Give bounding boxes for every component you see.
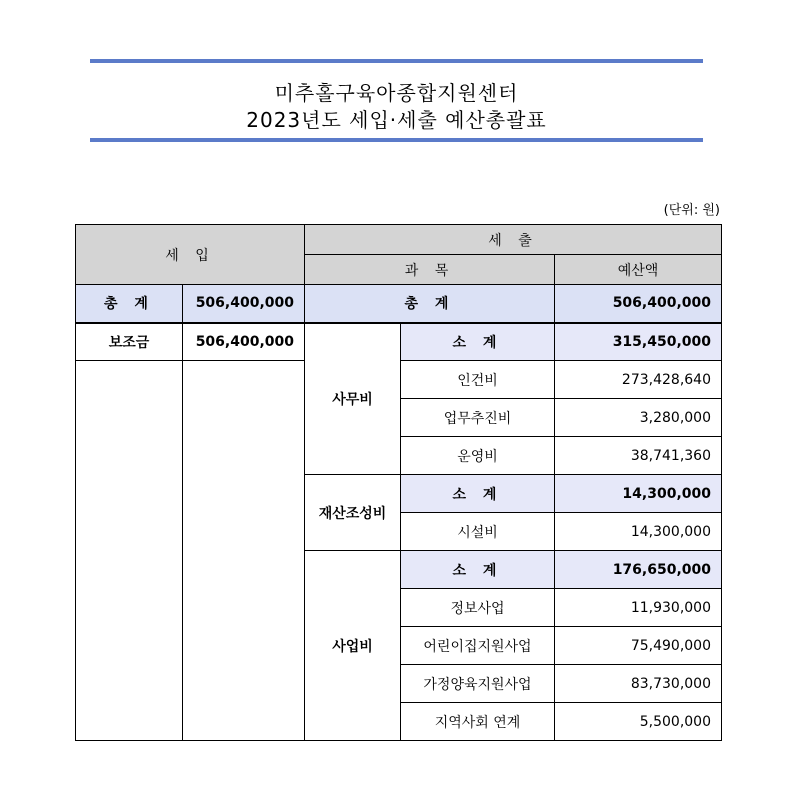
subtotal-amount: 14,300,000 xyxy=(555,475,722,513)
item-name: 지역사회 연계 xyxy=(401,703,555,741)
revenue-header: 세 입 xyxy=(76,225,305,285)
title-top-rule xyxy=(90,59,703,63)
subtotal-amount: 315,450,000 xyxy=(555,323,722,361)
expenditure-header: 세 출 xyxy=(305,225,722,255)
amount-header: 예산액 xyxy=(555,255,722,285)
group-name: 사무비 xyxy=(305,323,401,475)
item-amount: 75,490,000 xyxy=(555,627,722,665)
expenditure-total-label: 총 계 xyxy=(305,285,555,323)
item-name: 어린이집지원사업 xyxy=(401,627,555,665)
revenue-empty-cell xyxy=(76,361,183,741)
subtotal-amount: 176,650,000 xyxy=(555,551,722,589)
group-name: 사업비 xyxy=(305,551,401,741)
revenue-total-label: 총 계 xyxy=(76,285,183,323)
group-name: 재산조성비 xyxy=(305,475,401,551)
document-title-org: 미추홀구육아종합지원센터 xyxy=(274,81,519,105)
revenue-item-amount: 506,400,000 xyxy=(183,323,305,361)
budget-summary-table xyxy=(75,224,722,741)
item-amount: 11,930,000 xyxy=(555,589,722,627)
item-name: 인건비 xyxy=(401,361,555,399)
item-name: 시설비 xyxy=(401,513,555,551)
item-amount: 3,280,000 xyxy=(555,399,722,437)
document-title-main: 2023년도 세입·세출 예산총괄표 xyxy=(246,108,547,132)
expenditure-total-amount: 506,400,000 xyxy=(555,285,722,323)
subtotal-label: 소 계 xyxy=(401,323,555,361)
revenue-item-name: 보조금 xyxy=(76,323,183,361)
item-name: 운영비 xyxy=(401,437,555,475)
item-amount: 14,300,000 xyxy=(555,513,722,551)
title-bottom-rule xyxy=(90,138,703,142)
item-name: 정보사업 xyxy=(401,589,555,627)
unit-label: (단위: 원) xyxy=(663,203,720,218)
item-amount: 83,730,000 xyxy=(555,665,722,703)
revenue-empty-cell xyxy=(183,361,305,741)
subtotal-label: 소 계 xyxy=(401,551,555,589)
item-amount: 273,428,640 xyxy=(555,361,722,399)
subtotal-label: 소 계 xyxy=(401,475,555,513)
item-name: 가정양육지원사업 xyxy=(401,665,555,703)
item-amount: 5,500,000 xyxy=(555,703,722,741)
item-amount: 38,741,360 xyxy=(555,437,722,475)
category-header: 과 목 xyxy=(305,255,555,285)
item-name: 업무추진비 xyxy=(401,399,555,437)
revenue-total-amount: 506,400,000 xyxy=(183,285,305,323)
